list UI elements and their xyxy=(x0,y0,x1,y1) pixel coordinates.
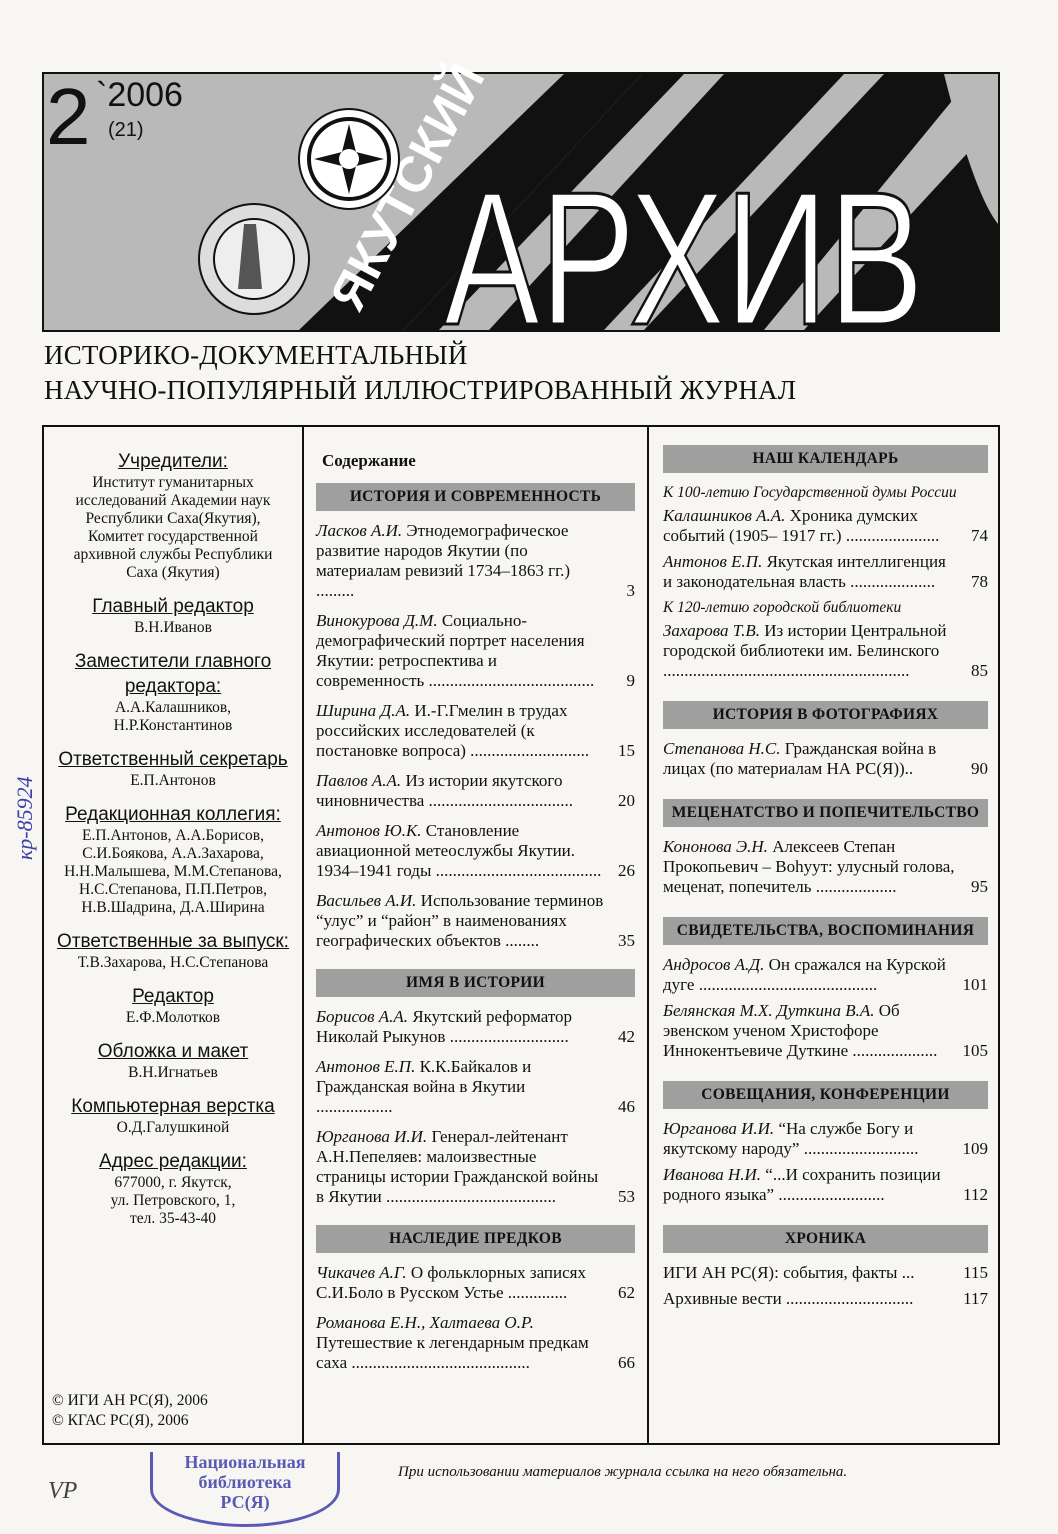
credit-names xyxy=(44,474,302,582)
credit-role: Главный редактор xyxy=(92,596,254,617)
entry-page: 115 xyxy=(963,1263,988,1282)
entry-author: Антонов Е.П. xyxy=(663,552,763,571)
entry-page: 74 xyxy=(971,526,988,545)
entry-author: Романова Е.Н., Халтаева О.Р. xyxy=(316,1313,534,1332)
entry-page: 26 xyxy=(618,861,635,880)
entry-page: 78 xyxy=(971,572,988,591)
entry-author: Чикачев А.Г. xyxy=(316,1263,407,1282)
entry-author: Ширина Д.А. xyxy=(316,701,411,720)
contents-title: Содержание xyxy=(322,451,416,470)
group-heading: К 120-летию городской библиотеки xyxy=(663,599,902,616)
credit-names xyxy=(44,1174,302,1228)
credit-name-line: Н.Р.Константинов xyxy=(113,717,233,734)
stamp-line: Национальная xyxy=(184,1452,306,1472)
toc-entry[interactable] xyxy=(663,621,988,681)
inventory-mark: кр-85924 xyxy=(12,776,37,860)
credit-names xyxy=(44,699,302,735)
issue-number: 2 xyxy=(46,72,91,161)
toc-entry[interactable] xyxy=(316,611,635,691)
credit-name-line: С.И.Боякова, А.А.Захарова, xyxy=(82,845,264,862)
entry-page: 62 xyxy=(618,1283,635,1302)
entry-author: Антонов Е.П. xyxy=(316,1057,416,1076)
credit-name-line: Республики Саха(Якутия), xyxy=(85,510,261,527)
entry-author: Иванова Н.И. xyxy=(663,1165,762,1184)
credit-role: Ответственный секретарь xyxy=(58,749,288,770)
entry-author: Белянская М.Х. Дуткина В.А. xyxy=(663,1001,875,1020)
entry-author: Юрганова И.И. xyxy=(663,1119,775,1138)
section-header: СОВЕЩАНИЯ, КОНФЕРЕНЦИИ xyxy=(663,1081,988,1109)
entry-title: Гражданская война в лицах (по материалам НА РС(Я)).. xyxy=(663,739,937,778)
credit-names xyxy=(44,954,302,972)
credit-name-line: Н.Н.Малышева, М.М.Степанова, xyxy=(64,863,282,880)
entry-author: Степанова Н.С. xyxy=(663,739,781,758)
copyright xyxy=(52,1391,208,1431)
archive-service-seal-icon xyxy=(199,204,309,314)
credit-name-line: Комитет государственной xyxy=(88,528,258,545)
entry-page: 66 xyxy=(618,1353,635,1372)
entry-page: 46 xyxy=(618,1097,635,1116)
credit-name-line: 677000, г. Якутск, xyxy=(114,1174,232,1191)
entry-author: Васильев А.И. xyxy=(316,891,417,910)
stamp-line: РС(Я) xyxy=(220,1492,270,1512)
entry-title: Он сражался на Курской дуге .......................................... xyxy=(663,955,946,994)
credit-name-line: В.Н.Игнатьев xyxy=(128,1064,218,1081)
institute-seal-icon xyxy=(299,109,399,209)
entry-title: Использование терминов “улус” и “район” в наименованиях географических объектов ........ xyxy=(316,891,604,950)
toc-entry[interactable] xyxy=(316,1313,635,1373)
entry-author: Борисов А.А. xyxy=(316,1007,409,1026)
section-header: НАСЛЕДИЕ ПРЕДКОВ xyxy=(316,1225,635,1253)
credit-name-line: В.Н.Иванов xyxy=(134,619,212,636)
entry-author: Антонов Ю.К. xyxy=(316,821,422,840)
entry-title: Социально-демографический портрет населения Якутии: ретроспектива и современность ....................................... xyxy=(316,611,595,690)
credit-name-line: исследований Академии наук xyxy=(75,492,271,509)
entry-page: 20 xyxy=(618,791,635,810)
copyright-line: © ИГИ АН РС(Я), 2006 xyxy=(52,1392,208,1409)
toc-entry[interactable] xyxy=(316,1127,635,1207)
copyright-line: © КГАС РС(Я), 2006 xyxy=(52,1412,189,1429)
credits-column xyxy=(44,427,302,1443)
stamp-line: библиотека xyxy=(198,1472,292,1492)
toc-entry[interactable] xyxy=(316,521,635,601)
credit-name-line: Е.П.Антонов xyxy=(130,772,216,789)
section-header: ИСТОРИЯ И СОВРЕМЕННОСТЬ xyxy=(316,483,635,511)
credit-name-line: Е.Ф.Молотков xyxy=(125,1009,221,1026)
library-stamp xyxy=(150,1452,340,1527)
toc-entry[interactable] xyxy=(316,1007,635,1047)
credit-role: Компьютерная верстка xyxy=(71,1096,275,1117)
entry-title: Хроника думских событий (1905– 1917 гг.) ...................... xyxy=(663,506,940,545)
entry-page: 85 xyxy=(971,661,988,680)
credit-role: Обложка и макет xyxy=(97,1041,249,1062)
journal-subtitle-line-2: НАУЧНО-ПОПУЛЯРНЫЙ ИЛЛЮСТРИРОВАННЫЙ ЖУРНАЛ xyxy=(44,375,797,405)
credit-role: Редактор xyxy=(132,986,214,1007)
credit-name-line: Т.В.Захарова, Н.С.Степанова xyxy=(77,954,269,971)
toc-entry[interactable] xyxy=(316,701,635,761)
credit-role: Ответственные за выпуск: xyxy=(57,931,289,952)
entry-page: 95 xyxy=(971,877,988,896)
entry-author: Захарова Т.В. xyxy=(663,621,761,640)
credit-role: Адрес редакции: xyxy=(99,1151,247,1172)
journal-subtitle-line-1: ИСТОРИКО-ДОКУМЕНТАЛЬНЫЙ xyxy=(44,340,468,370)
toc-entry[interactable] xyxy=(316,821,635,881)
entry-page: 9 xyxy=(626,671,635,690)
credit-names xyxy=(44,772,302,790)
entry-page: 101 xyxy=(962,975,988,994)
entry-page: 42 xyxy=(618,1027,635,1046)
toc-entry[interactable] xyxy=(663,837,988,897)
credit-role: Заместители главного редактора: xyxy=(74,651,272,697)
credit-name-line: Н.В.Шадрина, Д.А.Ширина xyxy=(81,899,265,916)
entry-title: ИГИ АН РС(Я): события, факты ... xyxy=(663,1263,915,1282)
entry-title: Генерал-лейтенант А.Н.Пепеляев: малоизвестные страницы истории Гражданской войны в Якутии ........................................ xyxy=(316,1127,599,1206)
entry-title: И.-Г.Гмелин в трудах российских исследователей (к постановке вопроса) ............................ xyxy=(316,701,590,760)
entry-title: Об эвенском ученом Христофоре Иннокентьевиче Дуткине .................... xyxy=(663,1001,938,1060)
masthead-title-small: ЯКУТСКИЙ xyxy=(319,56,495,320)
entry-title: О фольклорных записях С.И.Боло в Русском Устье .............. xyxy=(316,1263,586,1302)
entry-title: Алексеев Степан Прокопьевич – Boһуут: улусный голова, меценат, попечитель ................... xyxy=(663,837,955,896)
credit-name-line: Н.С.Степанова, П.П.Петров, xyxy=(79,881,267,898)
entry-author: Юрганова И.И. xyxy=(316,1127,428,1146)
entry-page: 3 xyxy=(626,581,635,600)
credit-names xyxy=(44,827,302,917)
contents-column-middle xyxy=(302,427,647,1443)
credit-name-line: А.А.Калашников, xyxy=(114,699,232,716)
toc-entry[interactable] xyxy=(663,955,988,995)
credit-role: Учредители: xyxy=(118,451,228,472)
entry-title: “На службе Богу и якутскому народу” ........................... xyxy=(663,1119,919,1158)
toc-entry[interactable] xyxy=(663,1165,988,1205)
toc-entry[interactable] xyxy=(663,1001,988,1061)
entry-author: Кононова Э.Н. xyxy=(663,837,768,856)
entry-title: Путешествие к легендарным предкам саха .......................................... xyxy=(316,1333,589,1372)
entry-author: Ласков А.И. xyxy=(316,521,403,540)
toc-entry[interactable] xyxy=(663,739,988,779)
entry-title: Якутский реформатор Николай Рыкунов ............................ xyxy=(316,1007,573,1046)
credit-name-line: ул. Петровского, 1, xyxy=(110,1192,236,1209)
entry-title: Якутская интеллигенция и законодательная власть .................... xyxy=(663,552,946,591)
entry-title: “...И сохранить позиции родного языка” ......................... xyxy=(663,1165,941,1204)
credit-name-line: Саха (Якутия) xyxy=(126,564,220,581)
entry-title: Из истории якутского чиновничества .................................. xyxy=(316,771,574,810)
entry-title: Этнодемографическое развитие народов Якутии (по материалам ревизий 1734–1863 гг.) ......... xyxy=(316,521,571,600)
credit-names xyxy=(44,1009,302,1027)
credit-name-line: тел. 35-43-40 xyxy=(130,1210,216,1227)
masthead-title-big: АРХИВ xyxy=(444,153,924,365)
contents-column-right xyxy=(647,427,1000,1443)
toc-entry[interactable] xyxy=(663,1263,988,1283)
footer-note: При использовании материалов журнала ссылка на него обязательна. xyxy=(398,1464,848,1480)
entry-author: Павлов А.А. xyxy=(316,771,402,790)
toc-entry[interactable] xyxy=(663,552,988,592)
section-header: ИМЯ В ИСТОРИИ xyxy=(316,969,635,997)
entry-page: 53 xyxy=(618,1187,635,1206)
credit-names xyxy=(44,1064,302,1082)
entry-page: 105 xyxy=(962,1041,988,1060)
contents-box xyxy=(42,425,1000,1445)
section-header: СВИДЕТЕЛЬСТВА, ВОСПОМИНАНИЯ xyxy=(663,917,988,945)
credit-name-line: Институт гуманитарных xyxy=(92,474,254,491)
entry-author: Калашников А.А. xyxy=(663,506,786,525)
section-header: ИСТОРИЯ В ФОТОГРАФИЯХ xyxy=(663,701,988,729)
issue-total-number: (21) xyxy=(108,119,144,141)
entry-title: Становление авиационной метеослужбы Якутии. 1934–1941 годы ....................................... xyxy=(316,821,602,880)
credit-name-line: архивной службы Республики xyxy=(73,546,273,563)
entry-page: 90 xyxy=(971,759,988,778)
entry-page: 112 xyxy=(963,1185,988,1204)
section-header: НАШ КАЛЕНДАРЬ xyxy=(663,445,988,473)
entry-author: Андросов А.Д. xyxy=(663,955,765,974)
toc-entry[interactable] xyxy=(663,1289,988,1309)
entry-page: 109 xyxy=(962,1139,988,1158)
credit-names xyxy=(44,619,302,637)
entry-page: 15 xyxy=(618,741,635,760)
credit-name-line: Е.П.Антонов, А.А.Борисов, xyxy=(82,827,264,844)
issue-year: `2006 xyxy=(96,76,183,114)
entry-author: Винокурова Д.М. xyxy=(316,611,438,630)
entry-page: 117 xyxy=(963,1289,988,1308)
entry-title: К.К.Байкалов и Гражданская война в Якутии .................. xyxy=(316,1057,532,1116)
credit-names xyxy=(44,1119,302,1137)
credit-role: Редакционная коллегия: xyxy=(65,804,281,825)
group-heading: К 100-летию Государственной думы России xyxy=(663,484,957,501)
section-header: ХРОНИКА xyxy=(663,1225,988,1253)
section-header: МЕЦЕНАТСТВО И ПОПЕЧИТЕЛЬСТВО xyxy=(663,799,988,827)
toc-entry[interactable] xyxy=(316,891,635,951)
toc-entry[interactable] xyxy=(316,1263,635,1303)
entry-title: Архивные вести .............................. xyxy=(663,1289,914,1308)
toc-entry[interactable] xyxy=(316,1057,635,1117)
credit-name-line: О.Д.Галушкиной xyxy=(116,1119,230,1136)
toc-entry[interactable] xyxy=(316,771,635,811)
toc-entry[interactable] xyxy=(663,506,988,546)
entry-page: 35 xyxy=(618,931,635,950)
entry-title: Из истории Центральной городской библиотеки им. Белинского .......................................................... xyxy=(663,621,947,680)
toc-entry[interactable] xyxy=(663,1119,988,1159)
handwritten-initials: VP xyxy=(48,1478,78,1504)
